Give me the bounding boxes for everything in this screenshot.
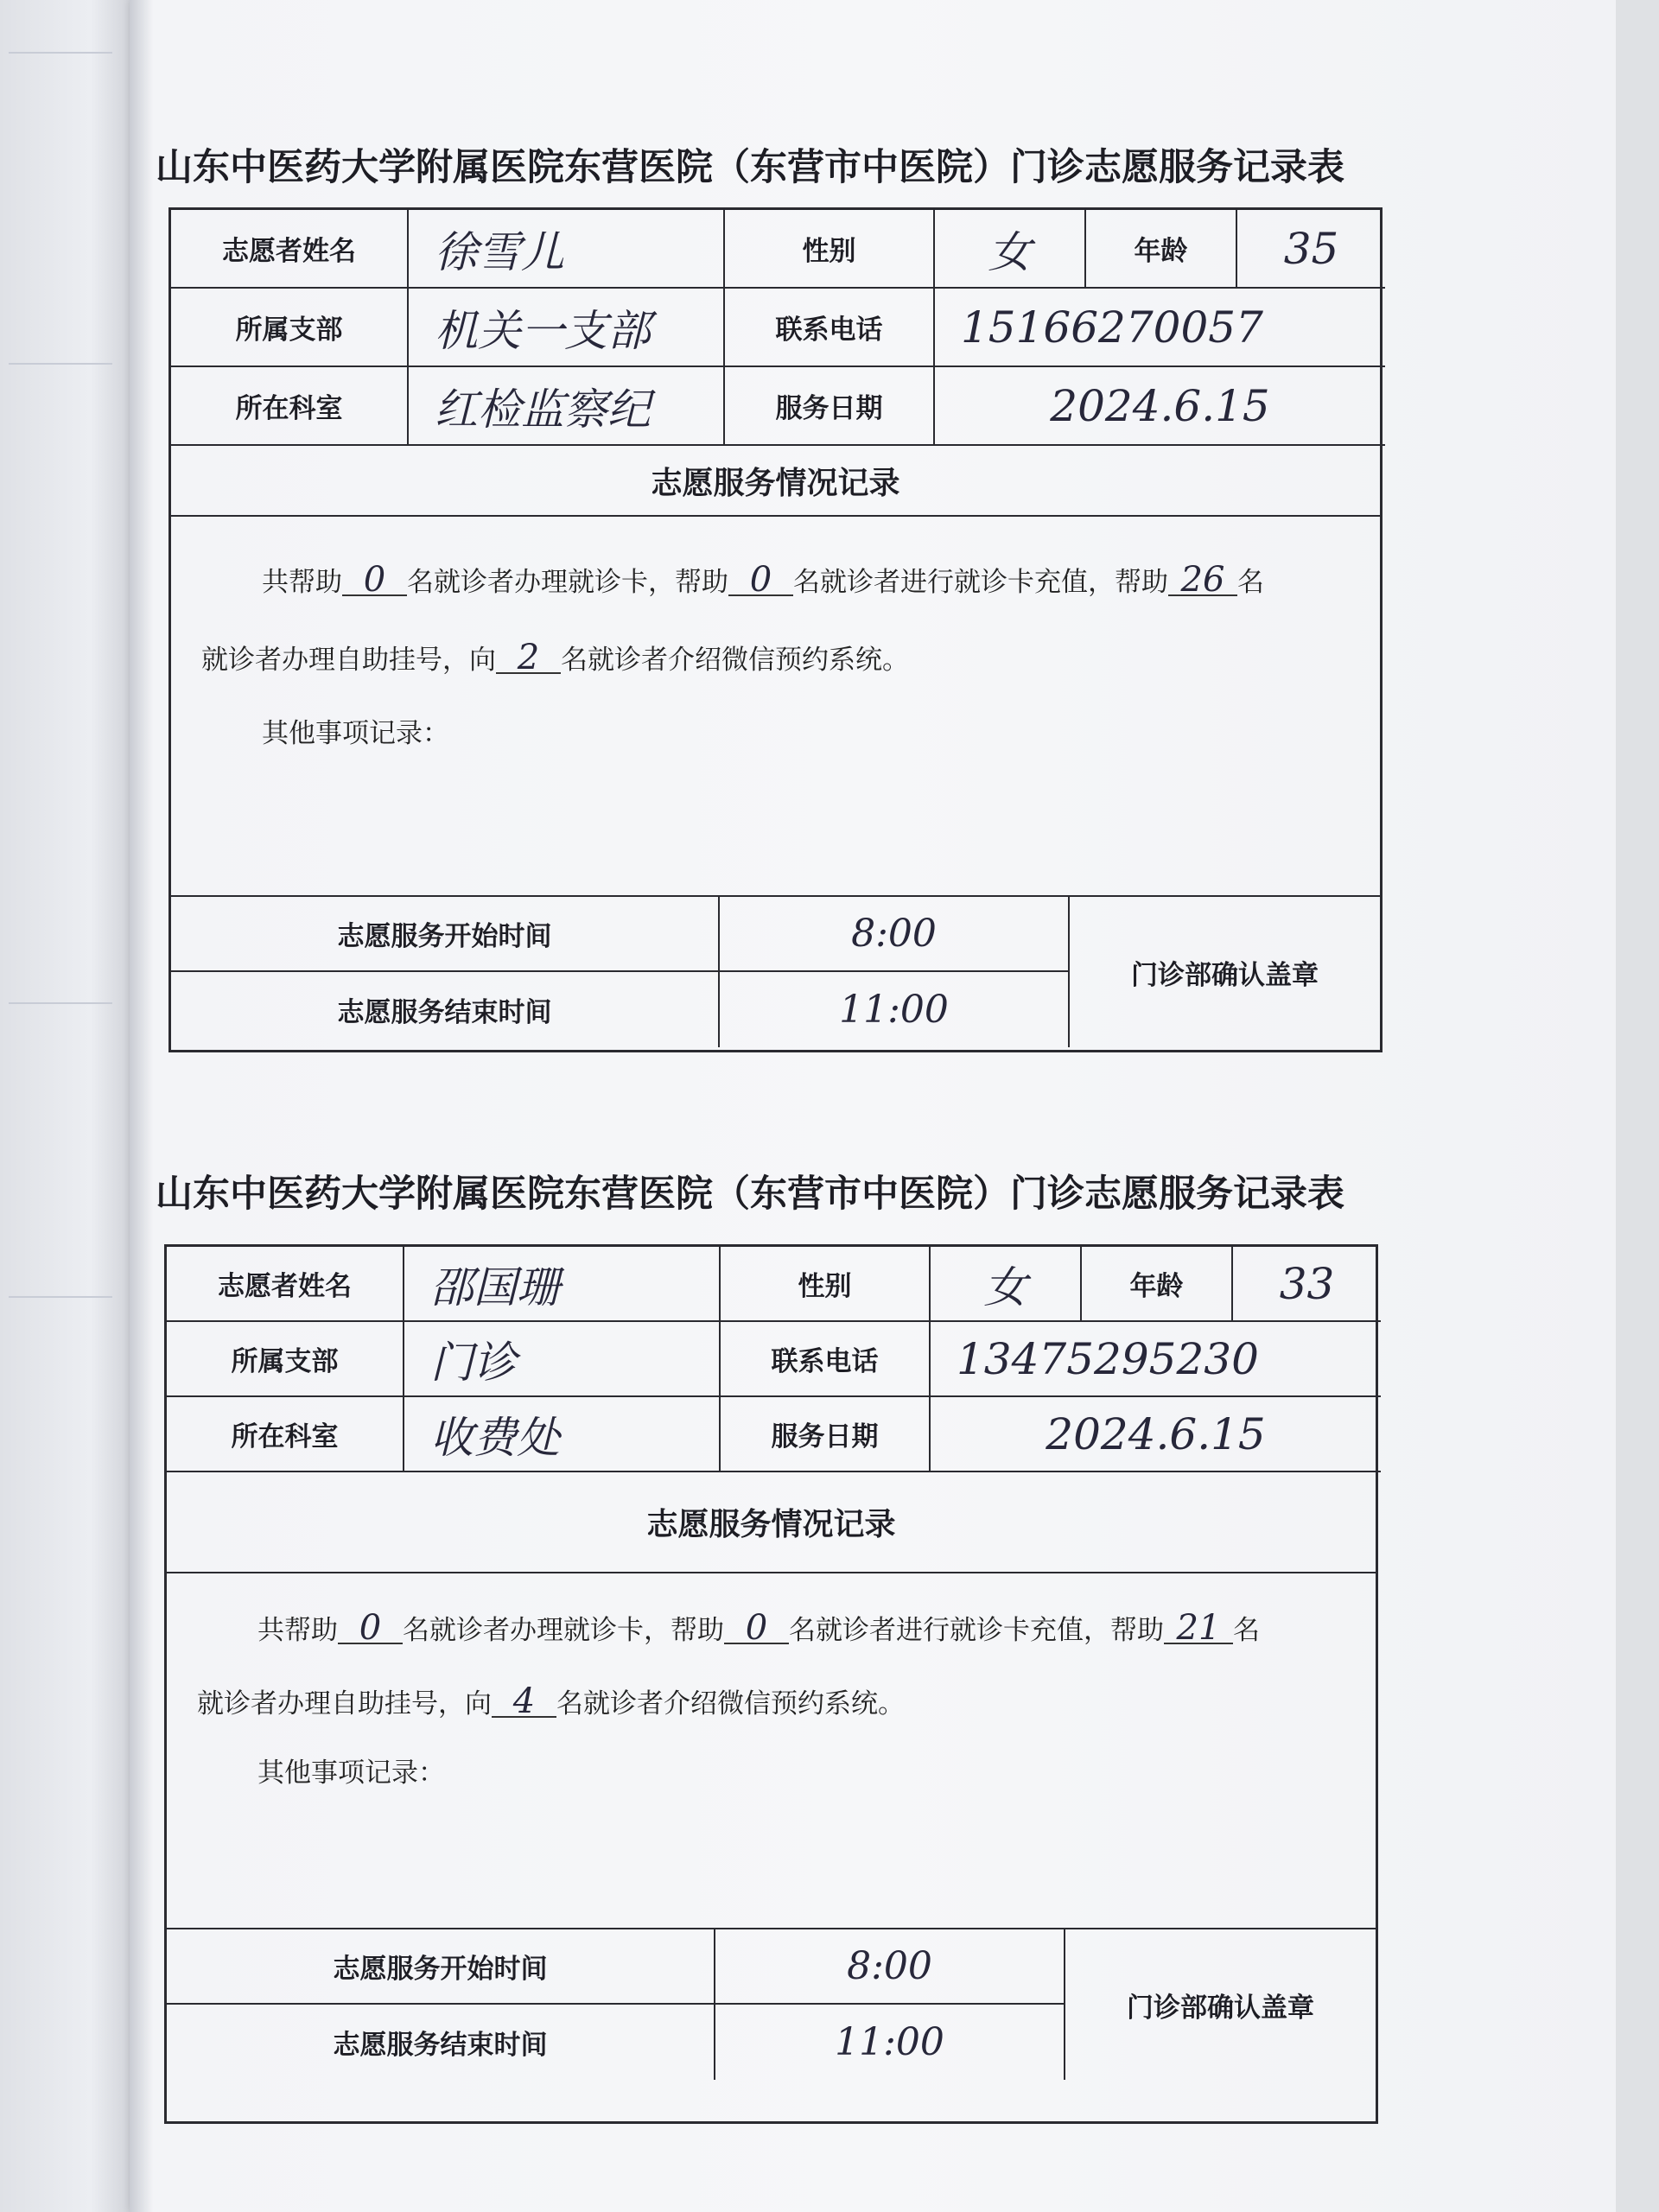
gender-label: 性别 [725, 210, 935, 289]
form-title: 山东中医药大学附属医院东营医院（东营市中医院）门诊志愿服务记录表 [156, 1173, 1344, 1216]
record-line-2: 就诊者办理自助挂号，向 2 名就诊者介绍微信预约系统。 [201, 638, 909, 677]
underlying-page [0, 0, 130, 2212]
self-register-count: 26 [1168, 565, 1237, 596]
volunteer-form-2 [164, 1244, 1378, 2124]
form-title: 山东中医药大学附属医院东营医院（东营市中医院）门诊志愿服务记录表 [156, 146, 1344, 189]
card-count: 0 [342, 565, 407, 596]
table-surface [1616, 0, 1659, 2212]
end-time-cell [720, 972, 1070, 1047]
gender-label: 性别 [721, 1247, 931, 1322]
phone-value: 13475295230 [931, 1322, 1381, 1397]
phone-value: 15166270057 [935, 289, 1385, 367]
branch-label: 所属支部 [167, 1322, 404, 1397]
dept-label: 所在科室 [171, 367, 409, 446]
dept-label: 所在科室 [167, 1397, 404, 1472]
record-line-1: 共帮助 0 名就诊者办理就诊卡，帮助 0 名就诊者进行就诊卡充值，帮助 21 名 [257, 1608, 1260, 1648]
recharge-count: 0 [724, 1613, 789, 1644]
ghost-line [9, 1002, 112, 1004]
wechat-intro-count: 4 [492, 1687, 556, 1718]
record-line-1: 共帮助 0 名就诊者办理就诊卡，帮助 0 名就诊者进行就诊卡充值，帮助 26 名 [262, 560, 1264, 600]
other-notes-label: 其他事项记录： [262, 718, 449, 749]
age-value: 35 [1237, 210, 1385, 289]
branch-value: 门诊 [404, 1322, 721, 1397]
start-time-cell [715, 1929, 1065, 2005]
name-value: 邵国珊 [404, 1247, 721, 1322]
stamp-label: 门诊部确认盖章 [1127, 1992, 1314, 2024]
record-line-2: 就诊者办理自助挂号，向 4 名就诊者介绍微信预约系统。 [197, 1681, 905, 1721]
branch-value: 机关一支部 [409, 289, 725, 367]
name-label: 志愿者姓名 [167, 1247, 404, 1322]
end-time-label: 志愿服务结束时间 [337, 997, 552, 1028]
self-register-count: 21 [1164, 1613, 1233, 1644]
date-value: 2024.6.15 [935, 367, 1385, 446]
stamp-label: 门诊部确认盖章 [1131, 959, 1319, 991]
end-time-value: 11:00 [839, 988, 949, 1032]
start-time-cell [720, 897, 1070, 972]
card-count: 0 [338, 1613, 403, 1644]
age-label: 年龄 [1082, 1247, 1233, 1322]
name-value: 徐雪儿 [409, 210, 725, 289]
start-time-label: 志愿服务开始时间 [337, 921, 552, 952]
section-title: 志愿服务情况记录 [167, 1472, 1376, 1573]
phone-label: 联系电话 [721, 1322, 931, 1397]
phone-label: 联系电话 [725, 289, 935, 367]
end-time-value: 11:00 [835, 2020, 944, 2064]
gender-value: 女 [931, 1247, 1082, 1322]
start-time-label-cell [167, 1929, 715, 2005]
branch-label: 所属支部 [171, 289, 409, 367]
end-time-label: 志愿服务结束时间 [333, 2030, 548, 2061]
age-value: 33 [1233, 1247, 1381, 1322]
end-time-label-cell [171, 972, 720, 1047]
end-time-label-cell [167, 2005, 715, 2080]
dept-value: 收费处 [404, 1397, 721, 1472]
date-value: 2024.6.15 [931, 1397, 1381, 1472]
start-time-value: 8:00 [851, 912, 937, 956]
ghost-line [9, 52, 112, 54]
other-notes-label: 其他事项记录： [257, 1758, 445, 1789]
start-time-label: 志愿服务开始时间 [333, 1954, 548, 1985]
record-body [171, 517, 1380, 897]
ghost-line [9, 363, 112, 365]
date-label: 服务日期 [725, 367, 935, 446]
end-time-cell [715, 2005, 1065, 2080]
gender-value: 女 [935, 210, 1086, 289]
wechat-intro-count: 2 [496, 643, 561, 674]
section-title: 志愿服务情况记录 [171, 446, 1380, 517]
volunteer-form-1 [168, 207, 1382, 1052]
start-time-value: 8:00 [847, 1944, 932, 1988]
name-label: 志愿者姓名 [171, 210, 409, 289]
age-label: 年龄 [1086, 210, 1237, 289]
start-time-label-cell [171, 897, 720, 972]
recharge-count: 0 [728, 565, 793, 596]
ghost-line [9, 1296, 112, 1298]
date-label: 服务日期 [721, 1397, 931, 1472]
record-body [167, 1573, 1376, 1929]
dept-value: 红检监察纪 [409, 367, 725, 446]
